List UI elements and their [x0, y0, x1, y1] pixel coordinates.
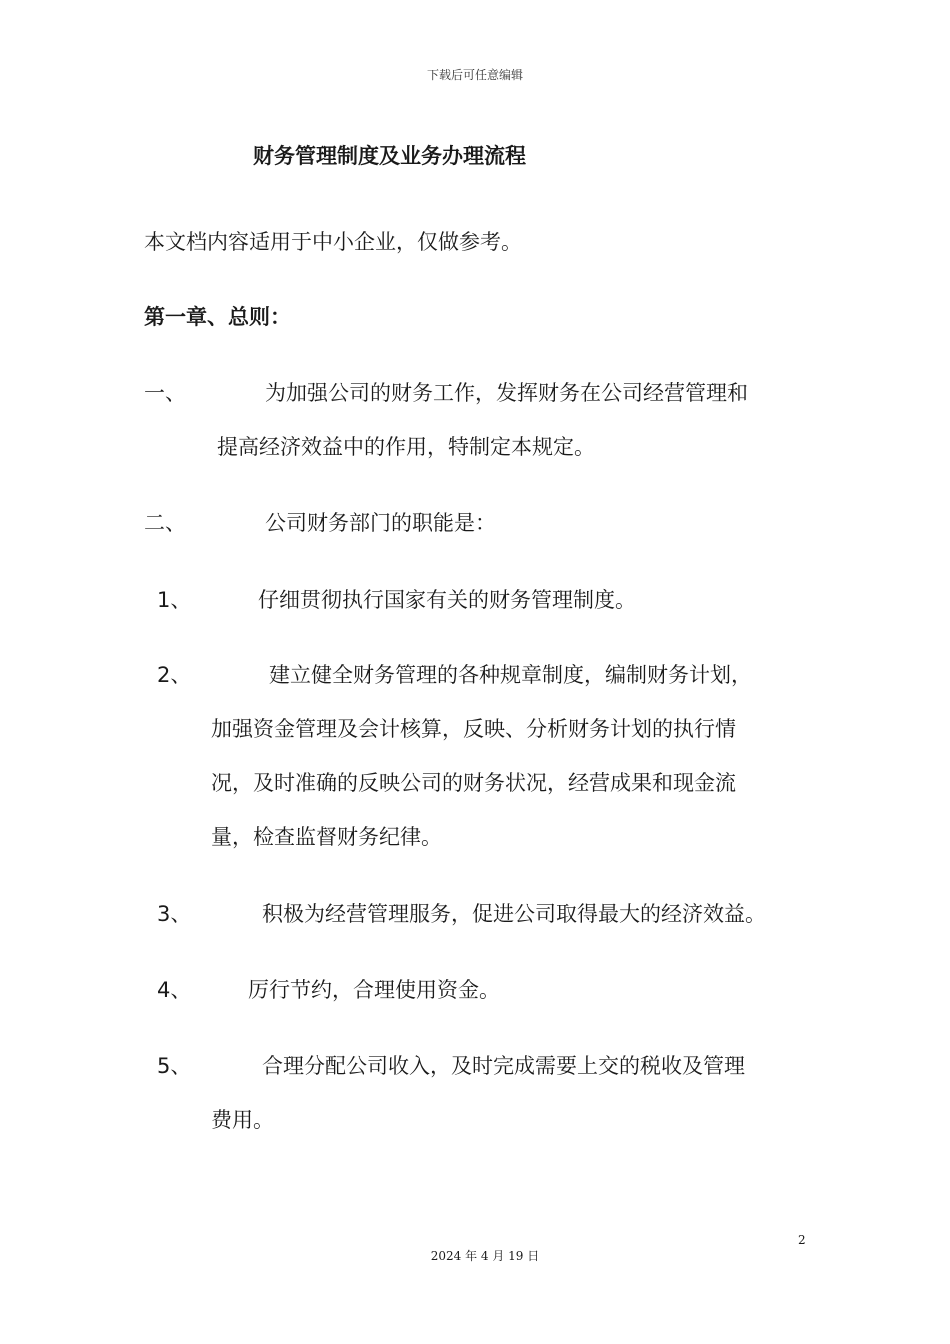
section-line: 提高经济效益中的作用，特制定本规定。: [217, 435, 595, 459]
footer-date: 2024 年 4 月 19 日: [430, 1249, 540, 1263]
list-item-line: 加强资金管理及会计核算，反映、分析财务计划的执行情: [211, 717, 736, 741]
list-item-marker: 2、: [157, 663, 192, 687]
list-item-marker: 5、: [157, 1054, 192, 1078]
list-item-line: 费用。: [211, 1108, 274, 1132]
list-item-line: 合理分配公司收入，及时完成需要上交的税收及管理: [262, 1054, 745, 1078]
document-title: 财务管理制度及业务办理流程: [253, 144, 526, 168]
page-number: 2: [798, 1233, 806, 1247]
list-item-marker: 3、: [157, 902, 192, 926]
intro-paragraph: 本文档内容适用于中小企业，仅做参考。: [144, 230, 522, 254]
list-item-line: 仔细贯彻执行国家有关的财务管理制度。: [258, 588, 636, 612]
chapter-heading: 第一章、总则：: [144, 305, 291, 329]
list-item-line: 厉行节约，合理使用资金。: [248, 978, 500, 1002]
list-item-marker: 1、: [157, 588, 192, 612]
section-marker: 二、: [144, 511, 186, 535]
list-item-line: 建立健全财务管理的各种规章制度，编制财务计划，: [269, 663, 752, 687]
section-line: 为加强公司的财务工作，发挥财务在公司经营管理和: [265, 381, 748, 405]
list-item-line: 量，检查监督财务纪律。: [211, 825, 442, 849]
list-item-line: 积极为经营管理服务，促进公司取得最大的经济效益。: [262, 902, 766, 926]
section-marker: 一、: [144, 381, 186, 405]
page-header: 下载后可任意编辑: [426, 68, 523, 82]
list-item-marker: 4、: [157, 978, 192, 1002]
list-item-line: 况，及时准确的反映公司的财务状况，经营成果和现金流: [211, 771, 736, 795]
section-line: 公司财务部门的职能是：: [265, 511, 496, 535]
